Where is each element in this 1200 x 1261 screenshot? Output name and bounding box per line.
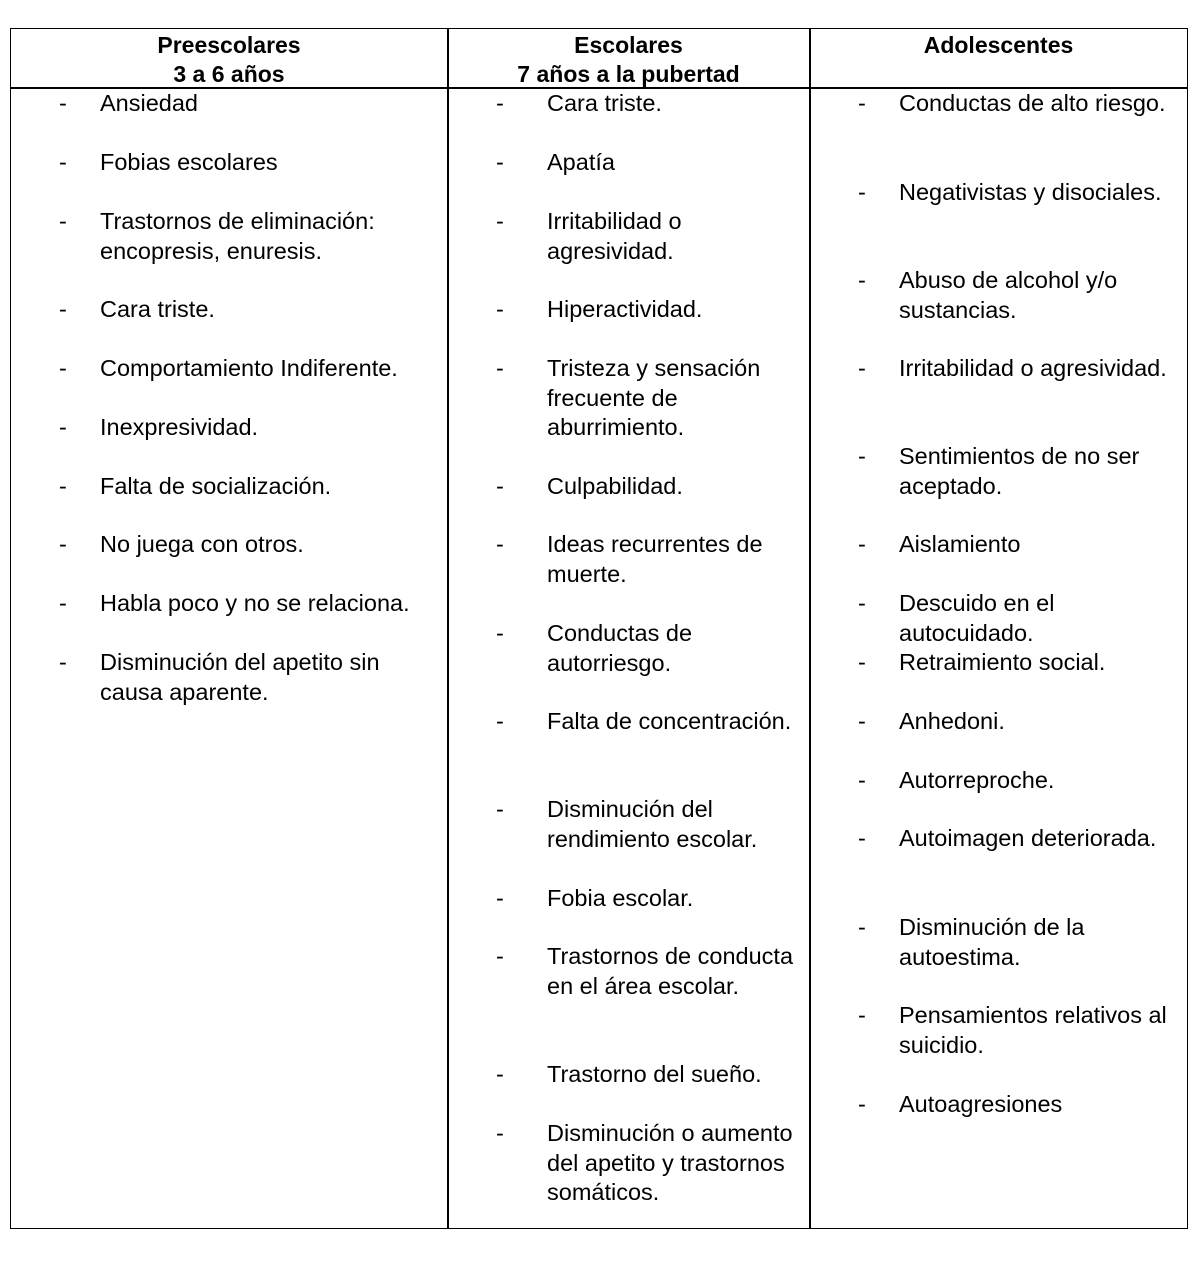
list-item (448, 148, 809, 178)
item-text: Abuso de alcohol y/o sustancias. (899, 267, 1118, 323)
item-text: Falta de concentración. (547, 708, 792, 734)
bullet-dash: - (59, 355, 67, 381)
bullet-dash: - (59, 649, 67, 675)
bullet-dash: - (496, 1061, 504, 1087)
list-item (448, 619, 809, 678)
list-item (810, 766, 1187, 796)
item-text: Pensamientos relativos al suicidio. (899, 1002, 1167, 1058)
list-item (11, 530, 447, 560)
list-item (11, 354, 447, 384)
item-text: Disminución del rendimiento escolar. (547, 796, 758, 852)
list-item (11, 472, 447, 502)
bullet-dash: - (858, 267, 866, 293)
list-item (448, 89, 809, 119)
item-text: Fobia escolar. (547, 885, 694, 911)
list-item (448, 1119, 809, 1208)
bullet-dash: - (496, 149, 504, 175)
bullet-dash: - (496, 90, 504, 116)
item-text: Negativistas y disociales. (899, 179, 1162, 205)
bullet-dash: - (59, 149, 67, 175)
item-text: Trastorno del sueño. (547, 1061, 762, 1087)
bullet-dash: - (496, 885, 504, 911)
bullet-dash: - (496, 531, 504, 557)
bullet-dash: - (496, 473, 504, 499)
bullet-dash: - (858, 590, 866, 616)
header-title: Preescolares (157, 32, 301, 58)
item-text: Autoimagen deteriorada. (899, 825, 1157, 851)
item-text: Hiperactividad. (547, 296, 703, 322)
list-item (448, 884, 809, 914)
list-item (448, 795, 809, 854)
bullet-dash: - (858, 90, 866, 116)
item-text: Disminución del apetito sin causa aparente. (100, 649, 380, 705)
list-item (448, 207, 809, 266)
item-text: Sentimientos de no ser aceptado. (899, 443, 1140, 499)
list-item (810, 913, 1187, 972)
bullet-dash: - (858, 179, 866, 205)
item-text: Habla poco y no se relaciona. (100, 590, 410, 616)
list-item (11, 413, 447, 443)
item-text: Inexpresividad. (100, 414, 259, 440)
bullet-dash: - (59, 296, 67, 322)
item-text: Apatía (547, 149, 615, 175)
list-item (810, 89, 1187, 119)
item-text: Comportamiento Indiferente. (100, 355, 398, 381)
list-item (11, 89, 447, 119)
bullet-dash: - (858, 825, 866, 851)
item-text: Ideas recurrentes de muerte. (547, 531, 763, 587)
bullet-dash: - (59, 473, 67, 499)
bullet-dash: - (858, 1091, 866, 1117)
bullet-dash: - (858, 767, 866, 793)
item-text: Irritabilidad o agresividad. (899, 355, 1167, 381)
bullet-dash: - (496, 943, 504, 969)
item-text: Disminución de la autoestima. (899, 914, 1085, 970)
item-text: Cara triste. (547, 90, 662, 116)
item-text: Trastornos de conducta en el área escolar. (547, 943, 794, 999)
item-text: Autoagresiones (899, 1091, 1063, 1117)
list-item (810, 354, 1187, 384)
bullet-dash: - (858, 649, 866, 675)
list-item (810, 178, 1187, 208)
item-text: Conductas de alto riesgo. (899, 90, 1166, 116)
item-text: Descuido en el autocuidado. (899, 590, 1055, 646)
list-item (810, 442, 1187, 501)
list-item (810, 589, 1187, 648)
list-item (810, 1001, 1187, 1060)
item-text: Fobias escolares (100, 149, 278, 175)
bullet-dash: - (858, 1002, 866, 1028)
list-item (810, 707, 1187, 737)
bullet-dash: - (59, 531, 67, 557)
item-text: Aislamiento (899, 531, 1021, 557)
bullet-dash: - (59, 414, 67, 440)
bullet-dash: - (496, 708, 504, 734)
bullet-dash: - (496, 796, 504, 822)
list-item (448, 530, 809, 589)
symptoms-table (10, 28, 1188, 1229)
item-text: Ansiedad (100, 90, 198, 116)
list-item (11, 589, 447, 619)
bullet-dash: - (858, 708, 866, 734)
header-subtitle: 7 años a la pubertad (517, 61, 740, 87)
header-escolares (448, 29, 809, 87)
list-item (448, 354, 809, 443)
header-subtitle: 3 a 6 años (173, 61, 285, 87)
item-text: Culpabilidad. (547, 473, 683, 499)
header-preescolares (11, 29, 447, 87)
list-item (810, 530, 1187, 560)
list-item (11, 148, 447, 178)
list-item (448, 295, 809, 325)
list-item (11, 295, 447, 325)
item-text: Retraimiento social. (899, 649, 1106, 675)
bullet-dash: - (496, 620, 504, 646)
item-text: Disminución o aumento del apetito y trastornos somáticos. (547, 1120, 793, 1205)
item-text: No juega con otros. (100, 531, 304, 557)
item-text: Falta de socialización. (100, 473, 332, 499)
item-text: Irritabilidad o agresividad. (547, 208, 682, 264)
bullet-dash: - (59, 208, 67, 234)
header-title: Adolescentes (923, 32, 1074, 58)
bullet-dash: - (858, 531, 866, 557)
bullet-dash: - (858, 443, 866, 469)
list-item (810, 266, 1187, 325)
list-item (11, 207, 447, 266)
bullet-dash: - (858, 914, 866, 940)
header-title: Escolares (574, 32, 683, 58)
bullet-dash: - (496, 1120, 504, 1146)
bullet-dash: - (496, 208, 504, 234)
item-text: Cara triste. (100, 296, 215, 322)
bullet-dash: - (496, 355, 504, 381)
item-text: Trastornos de eliminación: encopresis, enuresis. (100, 208, 375, 264)
list-item (448, 942, 809, 1001)
list-item (810, 648, 1187, 678)
item-text: Tristeza y sensación frecuente de aburrimiento. (547, 355, 761, 440)
list-item (810, 1090, 1187, 1120)
bullet-dash: - (858, 355, 866, 381)
list-item (810, 824, 1187, 854)
item-text: Autorreproche. (899, 767, 1055, 793)
list-item (448, 1060, 809, 1090)
list-item (448, 472, 809, 502)
list-item (11, 648, 447, 707)
header-adolescentes (810, 29, 1187, 87)
bullet-dash: - (496, 296, 504, 322)
list-item (448, 707, 809, 737)
bullet-dash: - (59, 590, 67, 616)
item-text: Anhedoni. (899, 708, 1005, 734)
bullet-dash: - (59, 90, 67, 116)
item-text: Conductas de autorriesgo. (547, 620, 693, 676)
